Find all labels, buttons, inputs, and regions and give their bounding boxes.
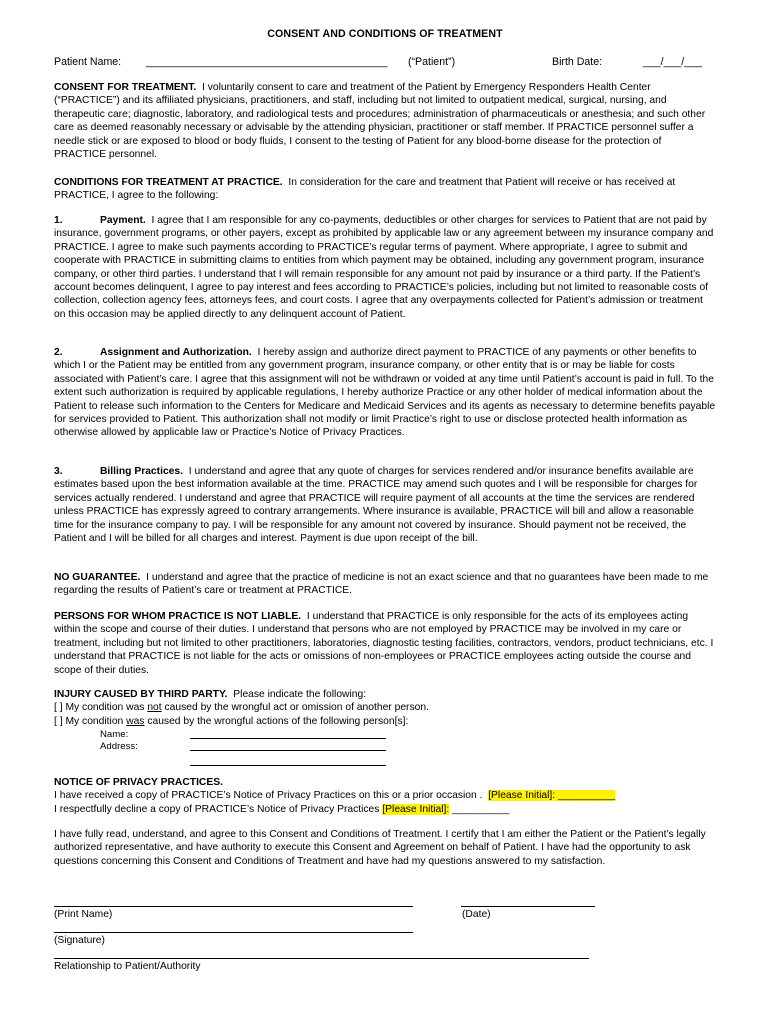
option-text: My condition was	[65, 702, 148, 714]
privacy-decline-blank[interactable]: __________	[449, 803, 510, 815]
option-text: caused by the wrongful actions of the following person[s]:	[144, 715, 409, 727]
no-guarantee-body: I understand and agree that the practice of medicine is not an exact science and that no guarantees have been made to me regarding the results of Patient’s care or treatment at PRACTICE.	[54, 572, 709, 597]
injury-option-not-caused[interactable]	[54, 701, 716, 714]
not-liable-body: I understand that PRACTICE is only responsible for the acts of its employees acting within the scope and course of their duties. I understand that persons who are not employed by PRACTICE may be involved in my care or treatment, including but not limited to other practitioners, laboratories, diagnostic testing facilities, contractors, vendors, product technicians, etc. I understand that PRACTICE is not liable for the acts or omissions of non-employees or PRACTICE employees acting outside the course and scope of their duties.	[54, 611, 714, 676]
privacy-decline-initial[interactable]: [Please Initial]:	[382, 803, 450, 815]
patient-name-blank[interactable]: _________________________________________	[146, 56, 388, 68]
item-assignment	[54, 346, 716, 440]
item-number: 2.	[54, 347, 63, 358]
birth-date-label: Birth Date:	[552, 56, 603, 68]
signature-line[interactable]	[54, 932, 413, 933]
signature-label: (Signature)	[54, 935, 105, 946]
consent-heading: CONSENT FOR TREATMENT.	[54, 82, 197, 93]
consent-body: I voluntarily consent to care and treatment of the Patient by Emergency Responders Health Center (“PRACTICE”) and its affiliated physicians, practitioners, and staff, including but not limited to outpatient medical, surgical, nursing, and therapeutic care; diagnostic, laboratory, and radiological tests and procedures; administration of pharmaceuticals or anesthesia; and such other care as deemed reasonably necessary or advisable by the attending physician, practitioner or staff member. If PRACTICE personnel suffer a needle stick or are exposed to blood or body fluids, I consent to the testing of Patient for any blood-borne disease for the protection of PRACTICE personnel.	[54, 82, 706, 161]
item-payment	[54, 214, 716, 321]
privacy-received-initial[interactable]: [Please Initial]: __________	[488, 790, 616, 802]
conditions-section	[54, 176, 716, 203]
patient-name-label: Patient Name:	[54, 56, 122, 68]
date-label: (Date)	[462, 909, 491, 920]
third-party-name-label: Name:	[100, 729, 129, 740]
print-name-line[interactable]	[54, 906, 413, 907]
checkbox[interactable]: [ ]	[54, 702, 63, 714]
injury-section	[54, 688, 716, 728]
patient-tag: (“Patient”)	[408, 56, 456, 68]
option-emphasis: not	[147, 702, 162, 714]
option-emphasis: was	[126, 715, 145, 727]
item-body: I understand and agree that any quote of charges for services rendered and/or insurance benefits available are estimates based upon the best information available at the time. PRACTICE may amend such quotes and I will be responsible for charges for services actually rendered. I understand and agree that PRACTICE will require payment of all accounts at the time the services are rendered unless PRACTICE has expressly agreed to contrary arrangements. Where insurance is available, PRACTICE will bill and allow a reasonable time for the insurance company to pay. I will be responsible for any amount not covered by insurance. Should payment not be received, the Patient and I will be billed for all charges and interest. Payment is due upon receipt of the bill.	[54, 466, 698, 545]
injury-heading: INJURY CAUSED BY THIRD PARTY.	[54, 689, 228, 700]
third-party-address-line-1[interactable]	[190, 750, 386, 751]
item-body: I hereby assign and authorize direct payment to PRACTICE of any payments or other benefits to which I or the Patient may be entitled from any government program, insurance company, or other entity that is or may be liable for costs associated with Patient’s care. I agree that this assignment will not be withdrawn or voided at any time until Patient’s account is paid in full. To the extent such authorization is required by applicable regulations, I hereby authorize Practice or any other holder of medical information about the Patient to release such information to the Centers for Medicare and Medicaid Services and its agents as necessary to determine benefits payable for services provided to Patient. This authorization shall not modify or limit Practice’s right to use or disclose protected health information as otherwise allowed by applicable law or Practice’s Notice of Privacy Practices.	[54, 347, 716, 439]
birth-date-blank[interactable]: ___/___/___	[643, 56, 702, 68]
third-party-address-line-2[interactable]	[190, 765, 386, 766]
item-number: 1.	[54, 215, 63, 226]
item-body: I agree that I am responsible for any co-payments, deductibles or other charges for services to Patient that are not paid by insurance, government programs, or other payers, except as prohibited by applicable law or any agreement between my insurance company and PRACTICE. I agree to make such payments according to PRACTICE’s regular terms of payment. Where appropriate, I agree to submit and cooperate with PRACTICE in submitting claims to entities from which payment may be obtained, including any government program, insurance company, or other third parties. I understand that I will remain responsible for any amount not paid by insurance or a third party. If the Patient’s account becomes delinquent, I agree to pay interest and fees according to PRACTICE’s policies, including but not limited to reasonable costs of collection, collection agency fees, attorneys fees, and court costs. I agree that any overpayments collected for Patient’s admission or treatment on this occasion may be applied directly to any delinquent account of Patient.	[54, 215, 714, 320]
conditions-heading: CONDITIONS FOR TREATMENT AT PRACTICE.	[54, 177, 283, 188]
option-text: My condition	[65, 715, 127, 727]
not-liable-heading: PERSONS FOR WHOM PRACTICE IS NOT LIABLE.	[54, 611, 302, 622]
checkbox[interactable]: [ ]	[54, 715, 63, 727]
injury-instruction: Please indicate the following:	[233, 689, 367, 700]
relationship-line[interactable]	[54, 958, 589, 959]
no-guarantee-heading: NO GUARANTEE.	[54, 572, 141, 583]
date-line[interactable]	[461, 906, 595, 907]
privacy-heading: NOTICE OF PRIVACY PRACTICES.	[54, 777, 223, 788]
item-heading: Assignment and Authorization.	[100, 347, 252, 358]
conditions-body: In consideration for the care and treatment that Patient will receive or has received at PRACTICE, I agree to the following:	[54, 177, 676, 202]
print-name-label: (Print Name)	[54, 909, 113, 920]
relationship-label: Relationship to Patient/Authority	[54, 961, 201, 972]
privacy-decline-text: I respectfully decline a copy of PRACTICE’s Notice of Privacy Practices	[54, 803, 380, 815]
not-liable-section	[54, 610, 716, 677]
item-billing	[54, 465, 716, 545]
document-title: CONSENT AND CONDITIONS OF TREATMENT	[267, 28, 503, 40]
no-guarantee-section	[54, 571, 716, 598]
closing-statement: I have fully read, understand, and agree to this Consent and Conditions of Treatment. I certify that I am either the Patient or the Patient’s legally authorized representative, and have authority to execute this Consent and Agreement on behalf of Patient. I have had the opportunity to ask questions concerning this Consent and Conditions of Treatment and have had my questions answered to my satisfaction.	[54, 829, 706, 867]
item-heading: Payment.	[100, 215, 146, 226]
privacy-received-text: I have received a copy of PRACTICE’s Notice of Privacy Practices on this or a prior occasion .	[54, 790, 483, 802]
third-party-name-line[interactable]	[190, 738, 386, 739]
item-heading: Billing Practices.	[100, 466, 183, 477]
injury-option-caused[interactable]	[54, 715, 716, 728]
third-party-address-label: Address:	[100, 741, 138, 752]
option-text: caused by the wrongful act or omission of another person.	[161, 702, 429, 714]
item-number: 3.	[54, 466, 63, 477]
privacy-section	[54, 776, 716, 816]
consent-section	[54, 81, 716, 161]
